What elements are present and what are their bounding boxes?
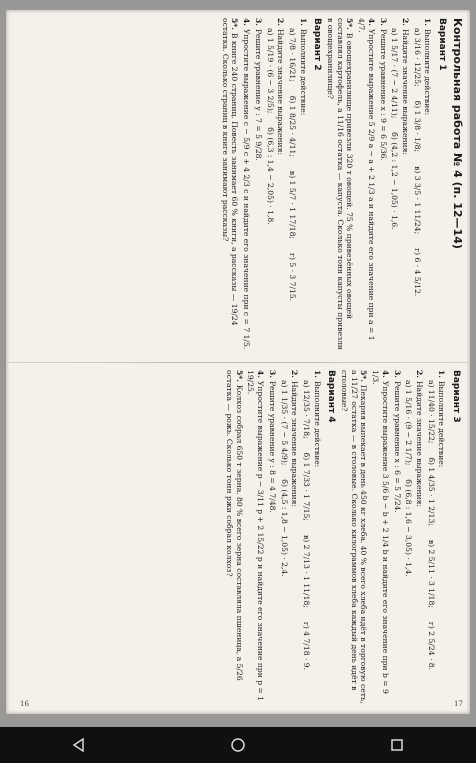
task-item: б) (4,2 : 1,2 − 1,05) · 1,6. [390,132,400,230]
task [312,370,322,704]
variant-3-block [339,370,461,704]
task-number: 2. [400,18,410,26]
task-text: Найдите значение выражения: [400,28,410,155]
task-number: 3. [378,18,388,26]
task-text: Решите уравнение y : 8 = 4 7/48. [267,380,277,513]
task-text: Решите уравнение y : 7 = 5 9/28. [253,28,263,161]
variant-label: Вариант 3 [451,370,461,423]
task-item: в) 1 5/7 · 1 17/18; [287,170,297,239]
back-button[interactable] [55,731,103,759]
task-text: Найдите значение выражения: [415,380,425,507]
task-item: б) 1 8/25 · 4/11; [287,95,297,157]
task-number: 2. [276,18,286,26]
page-number-right: 17 [454,700,463,708]
variant-2-block [220,18,322,352]
task-number: 1. [423,18,433,26]
task-number: 4. [242,18,252,26]
variant-4-block [224,370,336,704]
page-number-left: 16 [20,700,29,708]
task [276,18,286,352]
task-text: Выполните действие: [312,380,322,468]
task-item: а) 3/16 · 12/25; [412,28,422,87]
task-item: а) 12/35 · 7/18; [302,380,312,439]
variant-label: Вариант 2 [312,18,323,71]
textbook-page-spread [6,10,470,714]
task [246,370,265,704]
task-items [287,18,297,352]
task [325,18,354,352]
task [437,370,447,704]
task-text: Упростите выражение p − 3/11 p + 2 15/22 p и найдите его значение при p = 1 19/25. [246,370,266,702]
task-number: 2. [415,370,425,378]
task-number: 3. [392,370,402,378]
page-title: Контрольная работа № 4 (п. 12—14) [451,18,464,249]
task [220,18,239,352]
task-text: В овощехранилище привезли 320 т овощей. 75 % привезённых овощей составлял картофель, а 11/16 остатка — капуста. Сколько тонн капусты привезли в овощехранилище? [325,18,355,350]
task-text: Упростите выражение 5 2/9 a − a + 2 1/3 a и найдите его значение при a = 1 4/7. [357,18,376,341]
task-number: 5*. [234,370,244,382]
variant-label: Вариант 4 [326,370,337,423]
task-text: В книге 240 страниц. Повесть занимает 60 % книги, а рассказы — 19/24 остатка. Сколько страниц в книге занимают рассказы? [220,18,240,326]
page-left-half [6,10,470,360]
task [400,18,410,352]
recents-button[interactable] [373,731,421,759]
task [378,18,388,352]
task [392,370,402,704]
task-items [301,370,311,704]
task-item: в) 3 3/5 · 1 11/24; [412,166,422,235]
task [414,370,424,704]
task-item: г) 6 · 4 5/12. [412,248,422,297]
home-icon [230,737,246,753]
task [356,18,375,352]
task-text: Выполните действие: [298,28,308,116]
task-items [404,370,414,704]
android-nav-bar [0,727,476,763]
task-number: 4. [256,370,266,378]
task-item: в) 2 5/11 · 3 1/18; [426,539,436,608]
task-number: 5*. [359,370,369,382]
variant-label: Вариант 1 [436,18,447,71]
task-items [390,18,400,352]
task-item: а) 11/40 · 15/22; [426,380,436,444]
task-item: б) 1 4/35 · 1 2/13; [426,457,436,526]
task-text: Выполните действие: [437,380,447,468]
task-item: а) 1 5/16 · (9 − 2 1/7); [404,380,414,466]
task-text: Пекарня выпекает в день 450 кг хлеба. 40 % всего хлеба идёт в торговую сеть, а 11/27 остатка — в столовые. Сколько килограммов хлеба каждый день идёт в столовые? [340,370,369,704]
task-item: а) 1 5/19 · (6 − 3 2/5); [265,28,275,114]
task-item: б) (4,5 : 1,8 − 1,05) · 2,4. [279,479,289,577]
task-number: 3. [253,18,263,26]
task-item: а) 7/8 · 16/21; [287,28,297,82]
task-items [265,18,275,352]
task-text: Упростите выражение 3 5/6 b − b + 2 1/4 b и найдите его значение при b = 9 1/3. [371,370,390,694]
task-item: г) 5 · 3 7/15. [287,252,297,302]
task [370,370,389,704]
page-fold [6,362,470,363]
page-right-half [6,362,470,712]
task-item: г) 2 5/24 · 8. [426,621,436,671]
task-text: Выполните действие: [423,28,433,116]
task-number: 3. [267,370,277,378]
task-item: а) 1 5/17 · (7 − 2 4/11); [390,28,400,119]
variant-1-block [325,18,447,352]
task-item: б) (6,8 : 1,6 − 3,05) · 1,4. [404,479,414,577]
task-number: 1. [298,18,308,26]
task-text: Найдите значение выражения: [276,28,286,155]
task [224,370,243,704]
task-text: Найдите значение выражения: [290,380,300,507]
task-text: Решите уравнение x : 9 = 6 5/36. [378,28,388,161]
task [253,18,263,352]
task-item: а) 1 1/35 · (7 − 5 4/9); [279,380,289,466]
task-item: б) 1 3/8 · 1/8; [412,100,422,153]
task-text: Решите уравнение x : 6 = 5 7/24. [392,380,402,513]
task-items [279,370,289,704]
task-items [412,18,422,352]
task-item: б) 1 7/33 · 1 7/15; [302,452,312,521]
recents-icon [389,737,405,753]
task-number: 5*. [345,18,355,30]
task-item: в) 2 7/13 · 1 11/18; [302,534,312,608]
task [241,18,251,352]
task [339,370,368,704]
task [267,370,277,704]
task-number: 4. [366,18,376,26]
task [298,18,308,352]
task [290,370,300,704]
task-item: б) (6,3 : 1,4 − 2,05) · 1,8. [265,127,275,225]
task-text: Колхоз собрал 650 т зерна. 80 % всего зерна составляла пшеница, а 5/26 остатка — рожь. Сколько тонн ржи собрал колхоз? [225,370,244,681]
task-item: г) 4 7/18 · 9. [302,621,312,671]
task-number: 1. [437,370,447,378]
task [423,18,433,352]
task-number: 5*. [230,18,240,30]
home-button[interactable] [214,731,262,759]
task-number: 2. [290,370,300,378]
task-items [426,370,436,704]
task-text: Упростите выражение c − 5/9 c + 4 2/3 c и найдите его значение при c = 7 1/5. [242,28,252,350]
back-icon [71,737,87,753]
task-number: 4. [380,370,390,378]
task-number: 1. [312,370,322,378]
